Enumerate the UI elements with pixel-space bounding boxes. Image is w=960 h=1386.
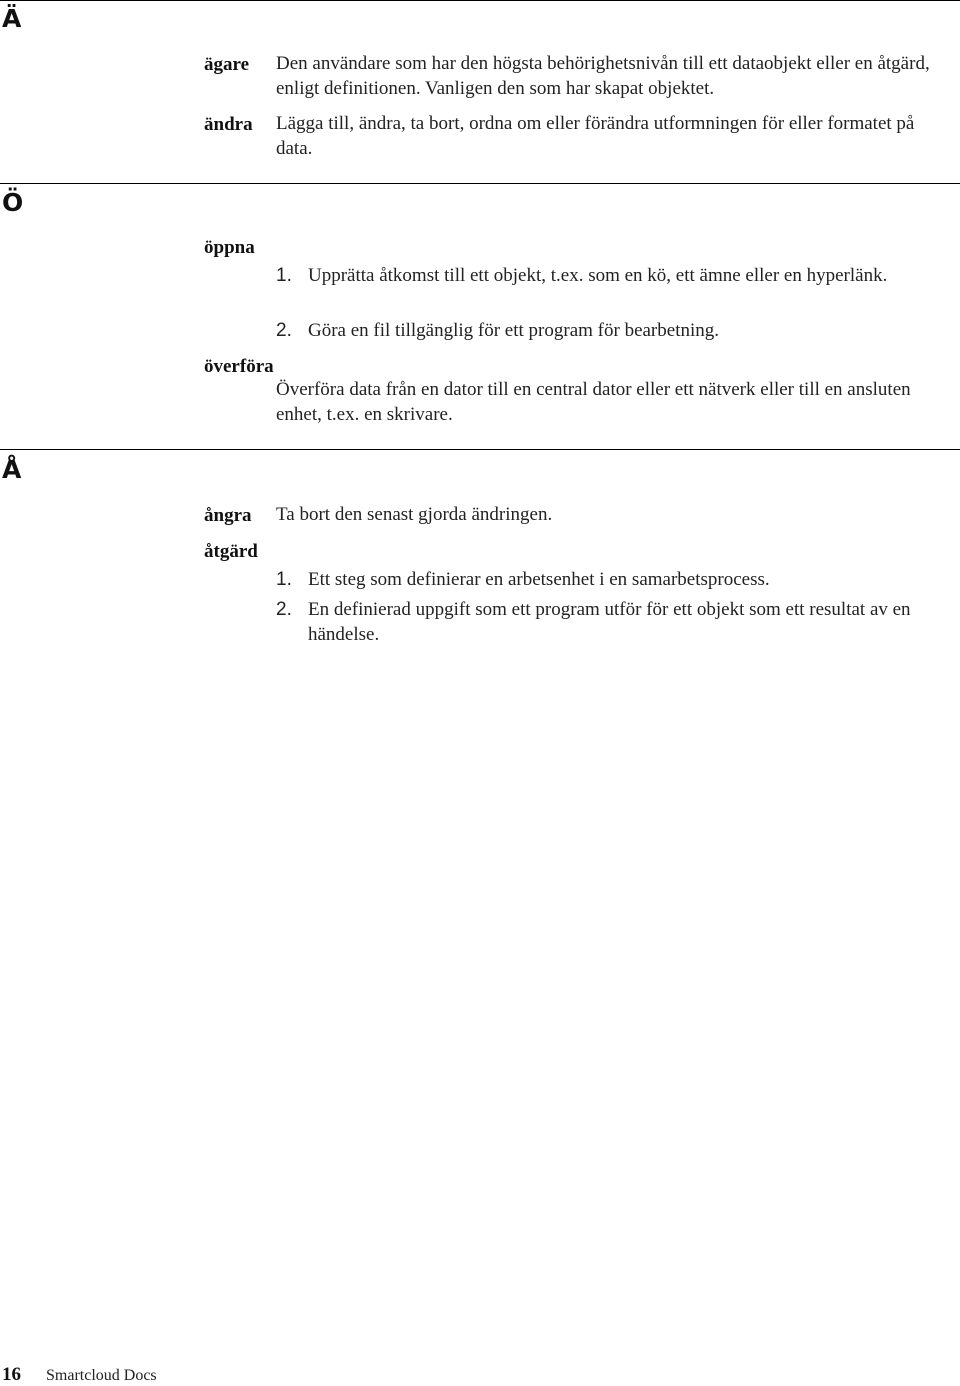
glossary-definition: Lägga till, ändra, ta bort, ordna om eller förändra utformningen för eller formatet på data. [276,113,915,159]
numbered-item [276,264,940,289]
item-text: Upprätta åtkomst till ett objekt, t.ex. som en kö, ett ämne eller en hyperlänk. [308,265,888,286]
document-title: Smartcloud Docs [46,1367,157,1384]
section-letter: Ä [2,4,22,33]
item-number: 1. [276,265,292,286]
item-text: Göra en fil tillgänglig för ett program för bearbetning. [308,320,720,341]
glossary-term: öppna [204,237,255,258]
page-number: 16 [2,1364,21,1385]
section-divider [0,449,960,450]
section-divider [0,183,960,184]
numbered-item [276,568,940,593]
section-divider [0,0,960,1]
item-number: 1. [276,569,292,590]
glossary-term: åtgärd [204,541,258,562]
item-number: 2. [276,599,292,620]
item-text: En definierad uppgift som ett program utför för ett objekt som ett resultat av en händelse. [308,599,911,645]
glossary-term: ångra [204,505,252,526]
section-letter: Ö [2,188,24,217]
glossary-definition: Överföra data från en dator till en central dator eller ett nätverk eller till en ansluten enhet, t.ex. en skrivare. [276,379,911,425]
item-number: 2. [276,320,292,341]
item-text: Ett steg som definierar en arbetsenhet i en samarbetsprocess. [308,569,770,590]
numbered-item [276,319,940,344]
section-letter: Å [2,455,22,484]
glossary-term: överföra [204,356,274,377]
glossary-definition: Den användare som har den högsta behörighetsnivån till ett dataobjekt eller en åtgärd, enligt definitionen. Vanligen den som har skapat objektet. [276,53,930,99]
numbered-item [276,598,940,647]
glossary-term: ändra [204,114,253,135]
glossary-definition: Ta bort den senast gjorda ändringen. [276,504,553,525]
glossary-term: ägare [204,54,250,75]
